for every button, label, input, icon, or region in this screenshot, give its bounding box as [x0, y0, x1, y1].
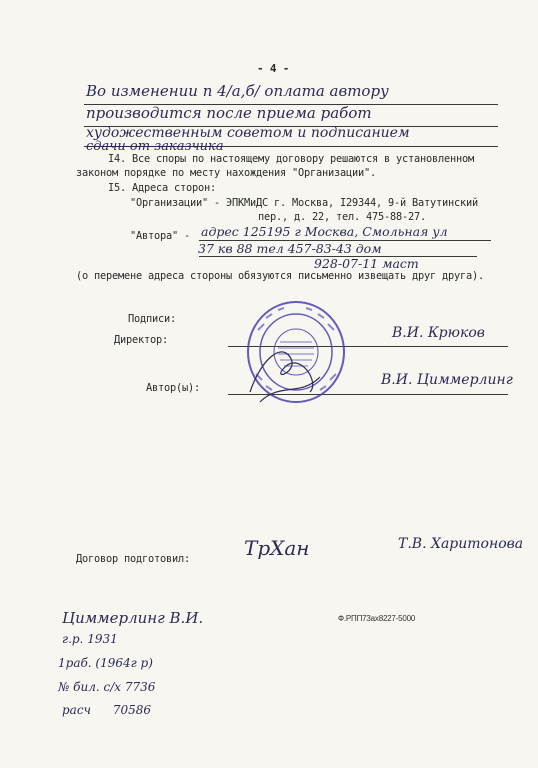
- footer-note: 1раб. (1964г р): [58, 656, 153, 670]
- clause-14-line2: законом порядке по месту нахождения "Организации".: [76, 167, 376, 179]
- clause-15-heading: I5. Адреса сторон:: [108, 182, 216, 194]
- clause-14-line1: I4. Все споры по настоящему договору решаются в установленном: [108, 153, 474, 165]
- author-phone-hw: 37 кв 88 тел 457-83-43 дом: [198, 241, 382, 256]
- author-address-hw: адрес 125195 г Москва, Смольная ул: [201, 224, 448, 239]
- footer-note: г.р. 1931: [62, 632, 118, 646]
- amendment-line: художественным советом и подписанием: [86, 125, 410, 141]
- prepared-by-label: Договор подготовил:: [76, 553, 190, 565]
- footer-note: № бил. с/х 7736: [58, 680, 156, 694]
- director-signature-name: В.И. Крюков: [392, 325, 485, 341]
- prepared-by-name: Т.В. Харитонова: [398, 536, 524, 552]
- address-change-notice: (о перемене адреса стороны обязуются письменно извещать друг друга).: [76, 270, 484, 282]
- author-address-label: "Автора" -: [130, 230, 190, 242]
- amendment-line: Во изменении п 4/а,б/ оплата автору: [86, 82, 389, 100]
- footer-note: расч 70586: [62, 703, 152, 717]
- author-label: Автор(ы):: [146, 382, 200, 394]
- page-number: - 4 -: [257, 62, 290, 75]
- author-phone2-hw: 928-07-11 маст: [314, 256, 419, 271]
- author-signature-name: В.И. Циммерлинг: [381, 372, 513, 388]
- org-address-line2: пер., д. 22, тел. 475-88-27.: [258, 211, 426, 223]
- prepared-by-signature: ТрХан: [244, 536, 310, 560]
- footer-note: Циммерлинг В.И.: [62, 609, 204, 627]
- signatures-heading: Подписи:: [128, 313, 176, 325]
- org-address-line1: "Организации" - ЭПКМиДС г. Москва, I29344, 9-й Ватутинский: [130, 197, 478, 209]
- director-label: Директор:: [114, 334, 168, 346]
- director-scribble-signature: [230, 322, 350, 412]
- amendment-line: производится после приема работ: [86, 104, 372, 122]
- form-code: Ф.РПП73ах8227-5000: [338, 614, 416, 623]
- amendment-line: сдачи от заказчика: [86, 139, 224, 154]
